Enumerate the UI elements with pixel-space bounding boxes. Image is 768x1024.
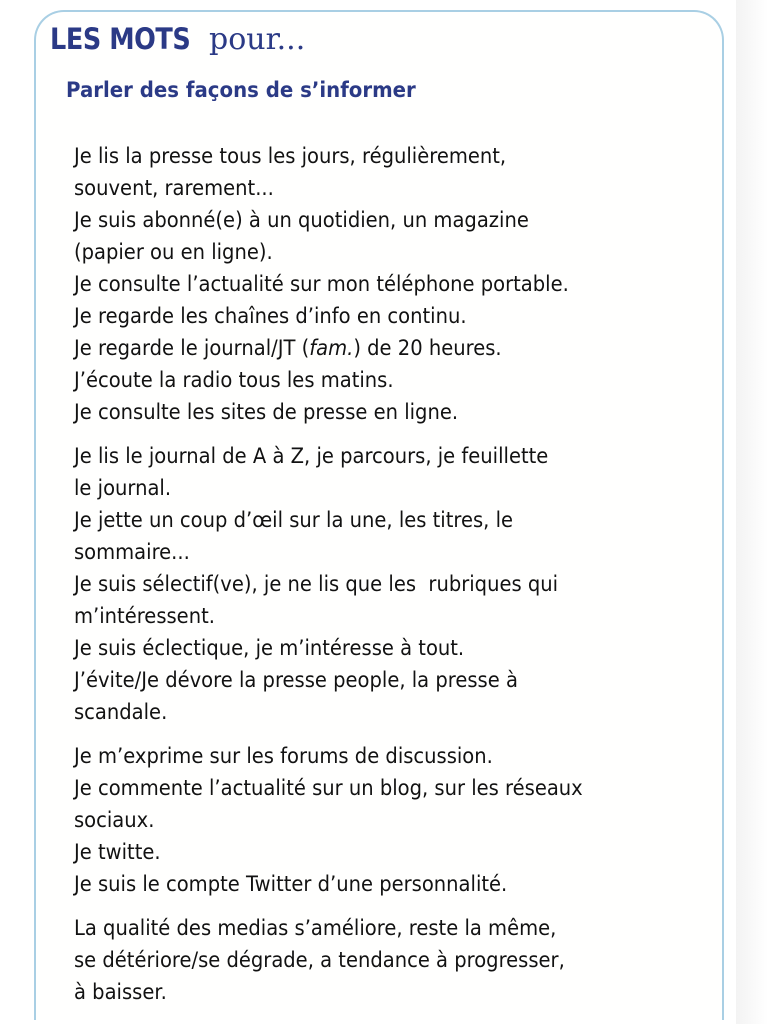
journal-text-before: Je regarde le journal/JT (: [74, 336, 310, 360]
phrase-line: (papier ou en ligne).: [74, 240, 273, 264]
phrase-line: Je regarde les chaînes d’info en continu.: [74, 304, 467, 328]
phrase-line: se détériore/se dégrade, a tendance à progresser,: [74, 948, 565, 972]
section-media-habits: [74, 140, 714, 428]
phrase-line: Je jette un coup d’œil sur la une, les titres, le: [74, 508, 514, 532]
phrase-line: le journal.: [74, 476, 172, 500]
phrase-line: J’évite/Je dévore la presse people, la presse à: [74, 668, 518, 692]
phrase-line: souvent, rarement...: [74, 176, 274, 200]
phrase-line: Je twitte.: [74, 840, 161, 864]
phrase-line: Je consulte les sites de presse en ligne.: [74, 400, 459, 424]
heading-les-mots: LES MOTS: [50, 22, 191, 56]
phrase-line: Je suis sélectif(ve), je ne lis que les rubriques qui: [74, 572, 559, 596]
phrase-line: La qualité des medias s’améliore, reste la même,: [74, 916, 557, 940]
section-reading-style: [74, 440, 714, 728]
phrase-line: Je lis le journal de A à Z, je parcours, je feuillette: [74, 444, 549, 468]
phrase-line: sociaux.: [74, 808, 155, 832]
phrase-line: Je suis le compte Twitter d’une personnalité.: [74, 872, 508, 896]
phrase-line: scandale.: [74, 700, 168, 724]
page-edge-shadow: [736, 0, 768, 1024]
phrase-line: sommaire...: [74, 540, 190, 564]
phrase-line: Je m’exprime sur les forums de discussion.: [74, 744, 493, 768]
phrase-line: à baisser.: [74, 980, 167, 1004]
phrase-line: Je suis abonné(e) à un quotidien, un magazine: [74, 208, 529, 232]
box-subtitle: Parler des façons de s’informer: [66, 78, 416, 102]
journal-text-italic: fam.: [309, 336, 354, 360]
phrase-line: Je suis éclectique, je m’intéresse à tout.: [74, 636, 465, 660]
section-media-quality: [74, 912, 714, 1008]
phrase-line: Je commente l’actualité sur un blog, sur les réseaux: [74, 776, 583, 800]
vocabulary-list: [74, 140, 714, 1020]
phrase-line: J’écoute la radio tous les matins.: [74, 368, 394, 392]
phrase-line: Je consulte l’actualité sur mon téléphone portable.: [74, 272, 569, 296]
phrase-line-journal: [74, 332, 669, 364]
heading-pour: pour...: [209, 22, 306, 57]
journal-text-after: ) de 20 heures.: [353, 336, 502, 360]
phrase-line: m’intéressent.: [74, 604, 215, 628]
section-online-expression: [74, 740, 714, 900]
phrase-line: Je lis la presse tous les jours, régulièrement,: [74, 144, 507, 168]
box-heading: [50, 22, 306, 57]
